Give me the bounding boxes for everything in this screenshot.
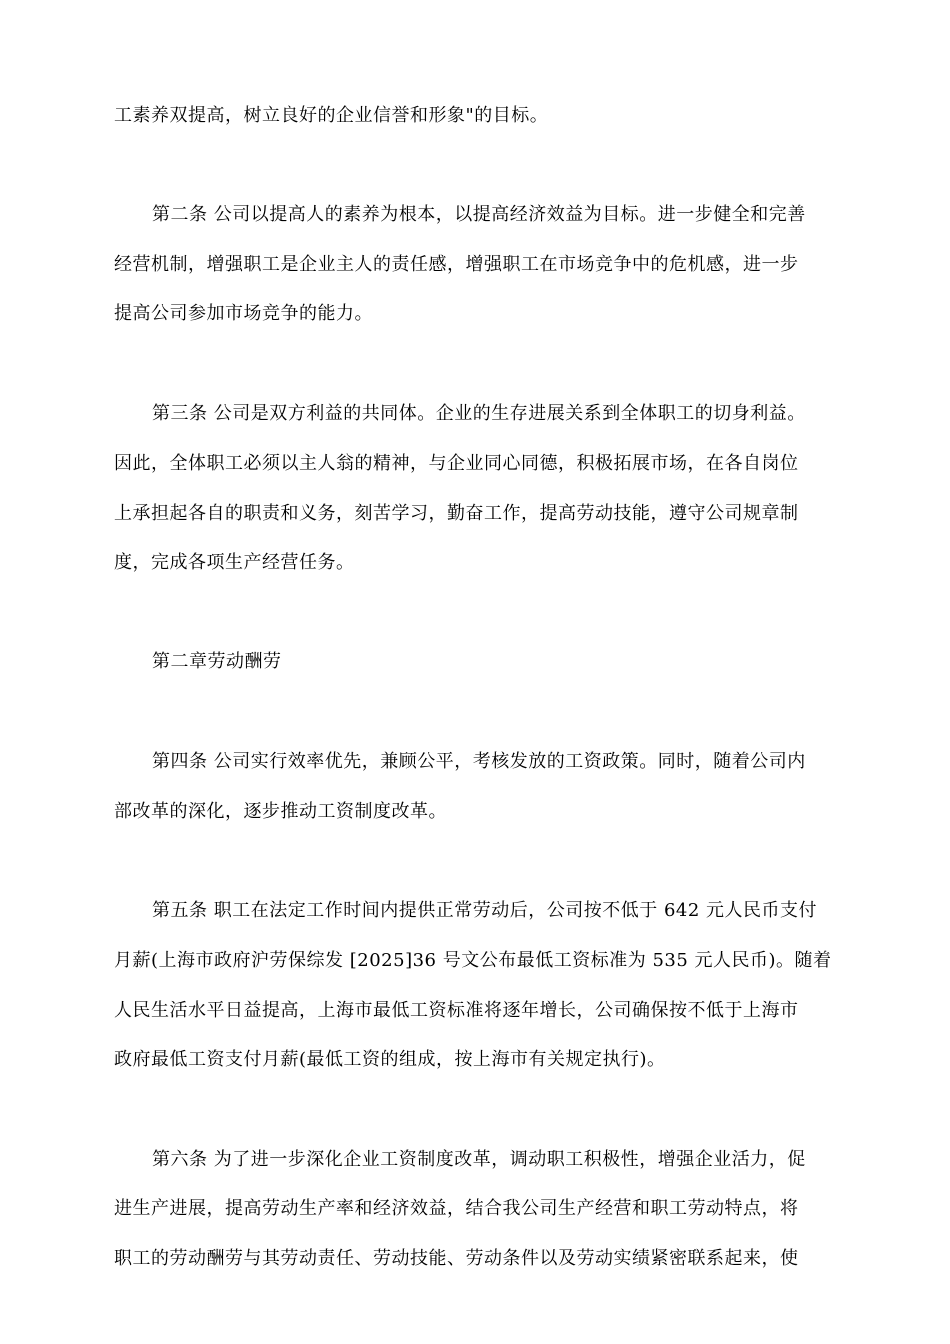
article-3-line-2: 因此，全体职工必须以主人翁的精神，与企业同心同德，积极拓展市场，在各自岗位 <box>114 453 799 474</box>
article-5-line-3: 人民生活水平日益提高，上海市最低工资标准将逐年增长，公司确保按不低于上海市 <box>114 1000 799 1021</box>
chapter-heading: 第二章劳动酬劳 <box>152 651 282 672</box>
article-6-line-3: 职工的劳动酬劳与其劳动责任、劳动技能、劳动条件以及劳动实绩紧密联系起来，使 <box>114 1248 799 1269</box>
article-3-line-4: 度，完成各项生产经营任务。 <box>114 552 355 573</box>
article-2-line-1: 第二条 公司以提高人的素养为根本，以提高经济效益为目标。进一步健全和完善 <box>152 204 806 225</box>
article-3-line-1: 第三条 公司是双方利益的共同体。企业的生存进展关系到全体职工的切身利益。 <box>152 403 806 424</box>
article-2-line-2: 经营机制，增强职工是企业主人的责任感，增强职工在市场竞争中的危机感，进一步 <box>114 254 799 275</box>
article-2-line-3: 提高公司参加市场竞争的能力。 <box>114 303 373 324</box>
article-6-line-2: 进生产进展，提高劳动生产率和经济效益，结合我公司生产经营和职工劳动特点，将 <box>114 1198 799 1219</box>
article-5-line-4: 政府最低工资支付月薪(最低工资的组成，按上海市有关规定执行)。 <box>114 1049 666 1070</box>
article-5-line-2: 月薪(上海市政府沪劳保综发 [2025]36 号文公布最低工资标准为 535 元人民币)。随着 <box>114 950 832 971</box>
article-3-line-3: 上承担起各自的职责和义务，刻苦学习，勤奋工作，提高劳动技能，遵守公司规章制 <box>114 503 799 524</box>
article-4-line-2: 部改革的深化，逐步推动工资制度改革。 <box>114 801 447 822</box>
article-4-line-1: 第四条 公司实行效率优先，兼顾公平，考核发放的工资政策。同时，随着公司内 <box>152 751 806 772</box>
article-5-line-1: 第五条 职工在法定工作时间内提供正常劳动后，公司按不低于 642 元人民币支付 <box>152 900 818 921</box>
text-line: 工素养双提高，树立良好的企业信誉和形象"的目标。 <box>114 105 549 126</box>
article-6-line-1: 第六条 为了进一步深化企业工资制度改革，调动职工积极性，增强企业活力，促 <box>152 1149 806 1170</box>
